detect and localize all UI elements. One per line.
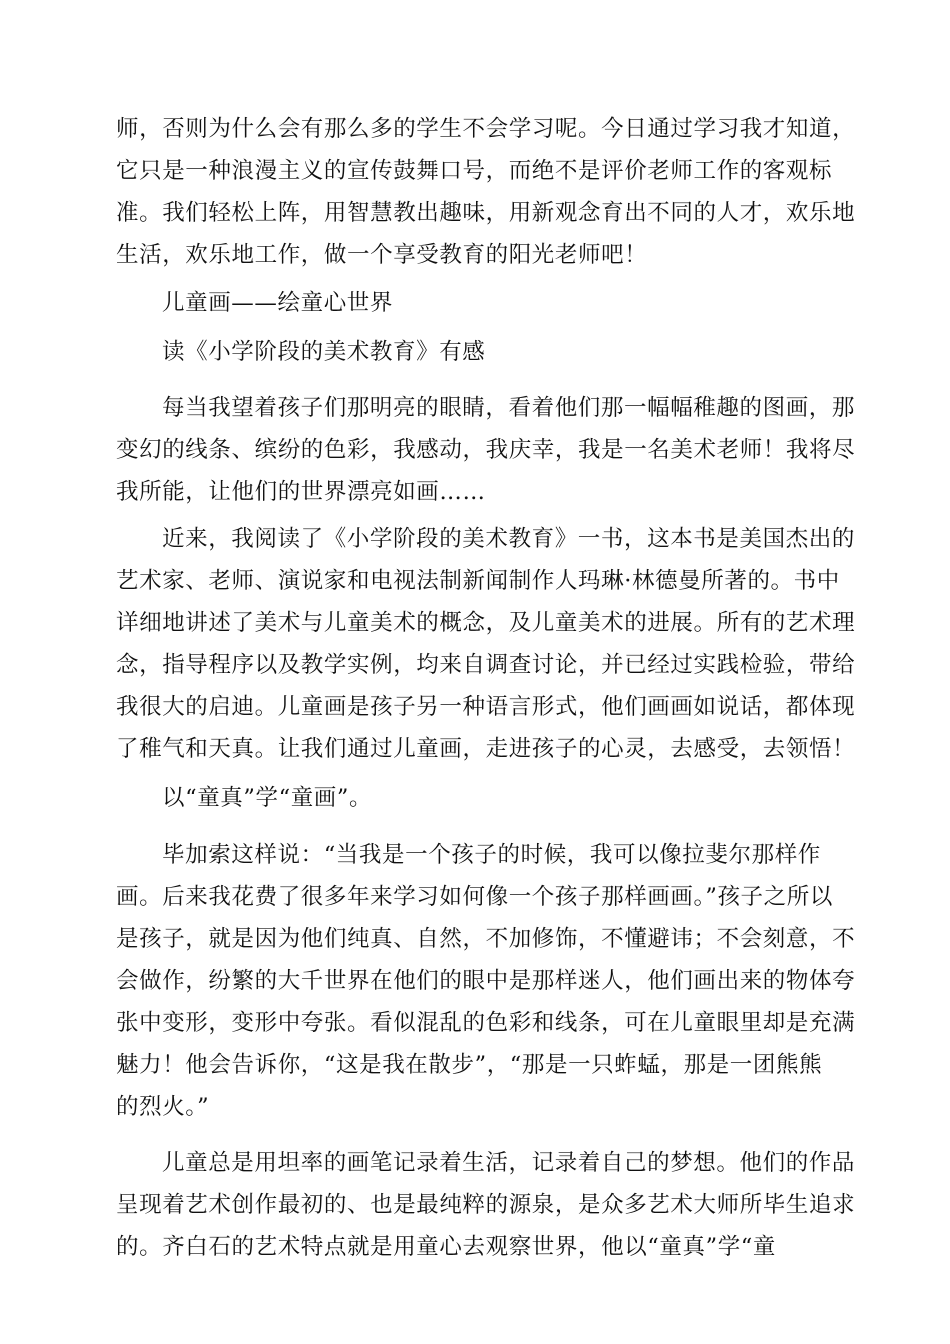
text-line: 呈现着艺术创作最初的、也是最纯粹的源泉，是众多艺术大师所毕生追求 xyxy=(116,1192,856,1218)
text-line: 会做作，纷繁的大千世界在他们的眼中是那样迷人，他们画出来的物体夸 xyxy=(116,968,856,994)
text-line: 念，指导程序以及教学实例，均来自调查讨论，并已经过实践检验，带给 xyxy=(116,652,856,678)
text-line: 了稚气和天真。让我们通过儿童画，走进孩子的心灵，去感受，去领悟！ xyxy=(116,736,856,762)
section-heading: 以“童真”学“童画”。 xyxy=(162,785,373,811)
text-line: 它只是一种浪漫主义的宣传鼓舞口号，而绝不是评价老师工作的客观标 xyxy=(116,158,833,184)
text-line: 详细地讲述了美术与儿童美术的概念，及儿童美术的进展。所有的艺术理 xyxy=(116,610,856,636)
section-title: 儿童画——绘童心世界 xyxy=(162,290,394,316)
text-line: 毕加索这样说：“当我是一个孩子的时候，我可以像拉斐尔那样作 xyxy=(162,842,821,868)
text-line: 生活，欢乐地工作，做一个享受教育的阳光老师吧！ xyxy=(116,242,648,268)
text-line: 是孩子，就是因为他们纯真、自然，不加修饰，不懂避讳；不会刻意，不 xyxy=(116,926,856,952)
text-line: 准。我们轻松上阵，用智慧教出趣味，用新观念育出不同的人才，欢乐地 xyxy=(116,200,856,226)
text-line: 我所能，让他们的世界漂亮如画…… xyxy=(116,479,486,505)
text-line: 的烈火。” xyxy=(116,1094,210,1120)
text-line: 我很大的启迪。儿童画是孩子另一种语言形式，他们画画如说话，都体现 xyxy=(116,694,856,720)
text-line: 张中变形，变形中夸张。看似混乱的色彩和线条，可在儿童眼里却是充满 xyxy=(116,1010,856,1036)
text-line: 每当我望着孩子们那明亮的眼睛，看着他们那一幅幅稚趣的图画，那 xyxy=(162,395,856,421)
text-line: 画。后来我花费了很多年来学习如何像一个孩子那样画画。”孩子之所以 xyxy=(116,884,833,910)
text-line: 变幻的线条、缤纷的色彩，我感动，我庆幸，我是一名美术老师！我将尽 xyxy=(116,437,856,463)
section-subtitle: 读《小学阶段的美术教育》有感 xyxy=(162,339,486,365)
text-line: 艺术家、老师、演说家和电视法制新闻制作人玛琳·林德曼所著的。书中 xyxy=(116,568,840,594)
text-line: 的。齐白石的艺术特点就是用童心去观察世界，他以“童真”学“童 xyxy=(116,1234,777,1260)
text-line: 魅力！他会告诉你，“这是我在散步”，“那是一只蚱蜢，那是一团熊熊 xyxy=(116,1052,823,1078)
text-line: 师，否则为什么会有那么多的学生不会学习呢。今日通过学习我才知道， xyxy=(116,116,856,142)
text-line: 儿童总是用坦率的画笔记录着生活，记录着自己的梦想。他们的作品 xyxy=(162,1150,856,1176)
text-line: 近来，我阅读了《小学阶段的美术教育》一书，这本书是美国杰出的 xyxy=(162,526,856,552)
